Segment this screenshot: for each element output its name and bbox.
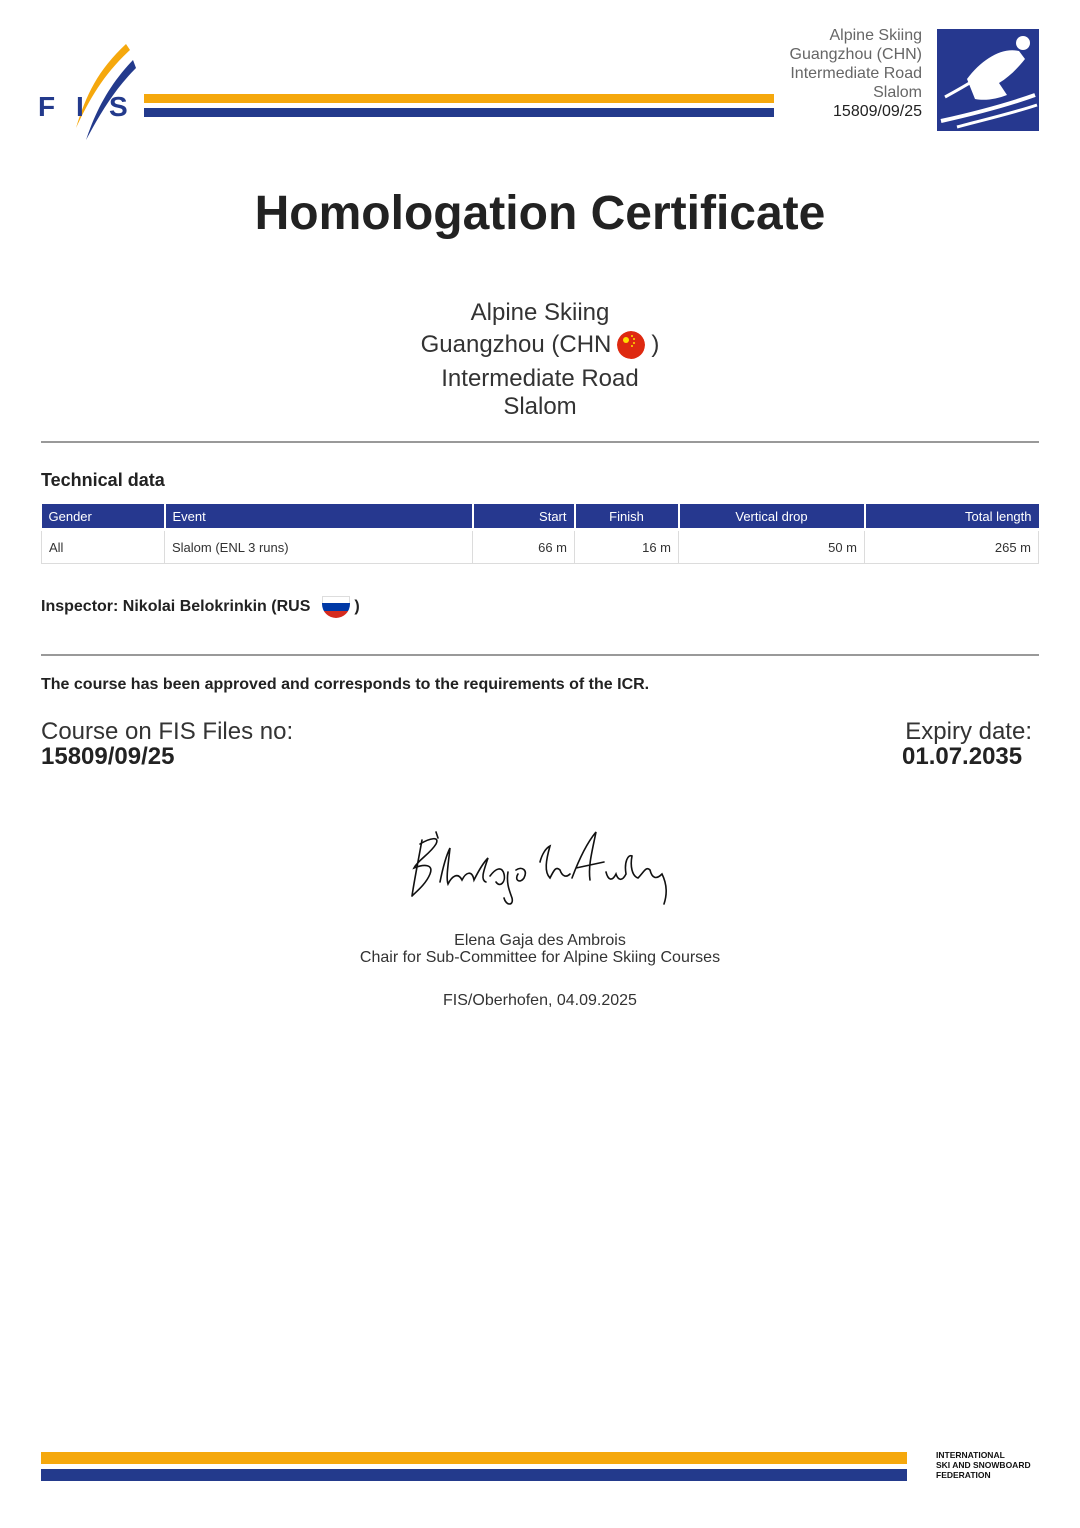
signatory-name: Elena Gaja des Ambrois [454,932,626,949]
col-start: Start [473,504,575,530]
header-course: Intermediate Road [790,65,922,82]
divider [41,441,1039,443]
header-venue: Guangzhou (CHN) [789,46,922,63]
header-event: Slalom [873,84,922,101]
federation-line: INTERNATIONAL [936,1450,1005,1460]
venue-location-close: ) [651,331,660,358]
venue-event: Slalom [503,393,577,420]
signature [400,822,680,912]
federation-line: SKI AND SNOWBOARD [936,1460,1031,1470]
footer-stripe-orange [41,1452,907,1464]
cell-total-length: 265 m [865,530,1039,564]
divider [41,654,1039,656]
expiry-date: 01.07.2035 [902,743,1023,770]
signatory-block [0,932,1080,966]
inspector-line [41,596,360,618]
col-gender: Gender [42,504,165,530]
technical-data-table [41,504,1039,564]
page-title: Homologation Certificate [254,187,826,240]
header-discipline: Alpine Skiing [829,27,922,44]
col-event: Event [165,504,473,530]
col-vertical-drop: Vertical drop [679,504,865,530]
expiry-label: Expiry date: [905,718,1032,745]
alpine-skier-icon [937,29,1039,131]
svg-text:S: S [109,91,128,122]
cell-vertical-drop: 50 m [679,530,865,564]
venue-location-text: Guangzhou (CHN [420,331,612,358]
header-stripe-orange [144,94,774,103]
fis-logo [38,40,138,142]
svg-text:I: I [76,91,84,122]
header-file-no: 15809/09/25 [833,103,922,120]
venue-block [0,297,1080,423]
course-file-number: 15809/09/25 [41,743,175,770]
cell-event: Slalom (ENL 3 runs) [165,530,473,564]
table-header-row [42,504,1039,530]
cell-finish: 16 m [575,530,679,564]
svg-text:F: F [38,91,56,122]
federation-name [936,1450,1031,1480]
china-flag-icon [617,331,645,359]
header-info [790,26,923,121]
course-file-label: Course on FIS Files no: [41,718,294,745]
table-row [42,530,1039,564]
technical-data-heading: Technical data [41,470,165,490]
place-and-date: FIS/Oberhofen, 04.09.2025 [443,992,637,1009]
header-stripe-blue [144,108,774,117]
venue-discipline: Alpine Skiing [470,299,610,326]
approval-statement: The course has been approved and corresponds to the requirements of the ICR. [41,676,650,693]
footer-stripe-blue [41,1469,907,1481]
col-total-length: Total length [865,504,1039,530]
venue-location [421,329,660,361]
cell-start: 66 m [473,530,575,564]
venue-course: Intermediate Road [441,365,639,392]
inspector-text: Inspector: Nikolai Belokrinkin (RUS [41,598,311,615]
signatory-role: Chair for Sub-Committee for Alpine Skiing Courses [359,949,721,966]
federation-line: FEDERATION [936,1470,991,1480]
cell-gender: All [42,530,165,564]
col-finish: Finish [575,504,679,530]
russia-flag-icon [322,596,350,618]
inspector-close: ) [354,598,360,615]
